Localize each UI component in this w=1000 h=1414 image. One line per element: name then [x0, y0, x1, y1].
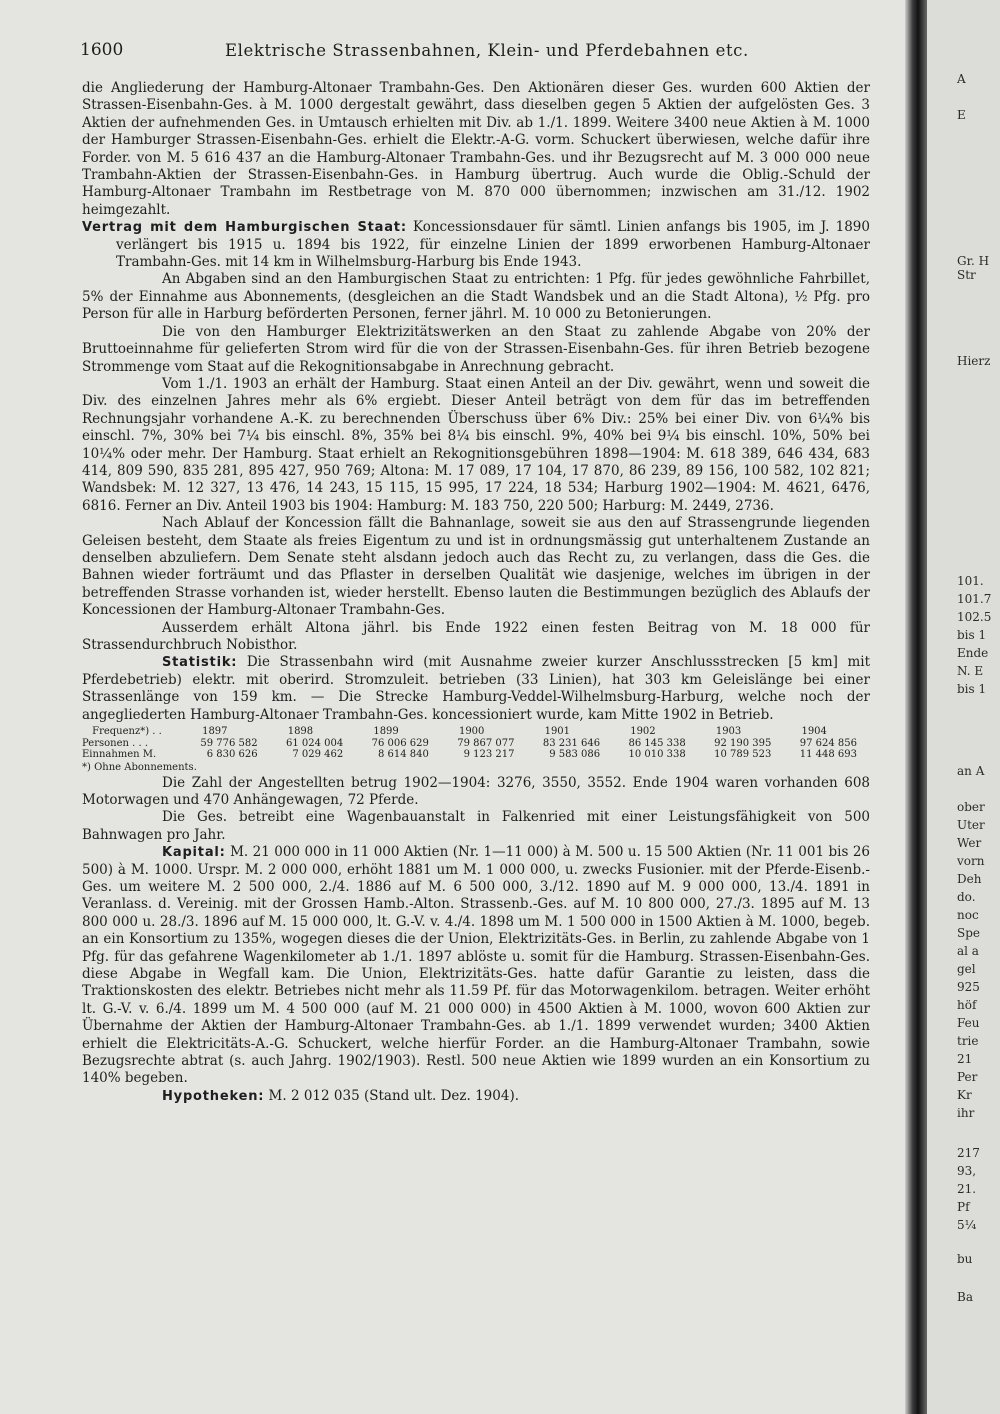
adjacent-fragment: noc — [957, 908, 979, 922]
adjacent-fragment: 21 — [957, 1052, 973, 1066]
running-title: Elektrische Strassenbahnen, Klein- und Pferdebahnen etc. — [225, 41, 749, 60]
paragraph-koncession-ablauf: Nach Ablauf der Koncession fällt die Bahnanlage, soweit sie aus den auf Strassengrunde liegenden Geleisen besteht, dem Staate als freies Eigentum zu und ist in ordnungsmässig gut unterhaltenem Zustande an denselben abzuliefern. Dem Senate steht alsdann jedoch auch das Recht zu, zu verlangen, dass die Ges. die Bahnen wieder forträumt und das Pflaster in derselben Qualität wie dasjenige, welches im übrigen in der betreffenden Strasse vorhanden ist, wieder herstellt. Ebenso lauten die Bestimmungen bezüglich des Ablaufs der Koncessionen der Hamburg-Altonaer Trambahn-Ges. — [82, 515, 870, 619]
paragraph-div-anteil: Vom 1./1. 1903 an erhält der Hamburg. Staat einen Anteil an der Div. gewährt, wenn und soweit die Div. des einzelnen Jahres mehr als 6% ergiebt. Dieser Anteil beträgt von dem für das im betreffenden Rechnungsjahr vorhandene A.-K. zu berechnenden Überschuss über 6% Div.: 25% bei einer Div. von 6¼% bis einschl. 7%, 30% bei 7¼ bis einschl. 8%, 35% bei 8¼ bis einschl. 9%, 40% bei 9¼ bis einschl. 10%, 50% bei 10¼% oder mehr. Der Hamburg. Staat erhielt an Rekognitionsgebühren 1898—1904: M. 618 389, 646 434, 683 414, 809 590, 835 281, 895 427, 950 769; Altona: M. 17 089, 17 104, 17 870, 86 239, 89 156, 100 582, 102 821; Wandsbek: M. 12 327, 13 476, 14 243, 15 115, 15 995, 17 224, 18 534; Harburg 1902—1904: M. 4621, 6476, 6816. Ferner an Div. Anteil 1903 bis 1904: Hamburg: M. 183 750, 220 500; Harburg: M. 2449, 2736. — [82, 375, 870, 514]
adjacent-fragment: ober — [957, 800, 985, 814]
adjacent-fragment: 93, — [957, 1164, 977, 1178]
year-header: 1902 — [630, 726, 656, 738]
adjacent-fragment: al a — [957, 944, 979, 958]
paragraph-elektrizitaetswerke: Die von den Hamburger Elektrizitätswerken an den Staat zu zahlende Abgabe von 20% der Bruttoeinnahme für gelieferten Strom wird für die von der Strassen-Eisenbahn-Ges. für ihren Betrieb bezogene Strommenge vom Staat auf die Rekognitionsabgabe in Anrechnung gebracht. — [82, 323, 870, 375]
adjacent-fragment: trie — [957, 1034, 979, 1048]
vertrag-text: Koncessionsdauer für sämtl. Linien anfangs bis 1905, im J. 1890 verlängert bis 1915 u. 1894 bis 1922, für einzelne Linien der 1899 erworbenen Hamburg-Altonaer Trambahn-Ges. mit 14 km in Wilhelmsburg-Harburg bis Ende 1943. — [116, 219, 870, 271]
paragraph-abgaben: An Abgaben sind an den Hamburgischen Staat zu entrichten: 1 Pfg. für jedes gewöhnliche Fahrbillet, 5% der Einnahme aus Abonnements, (desgleichen an die Stadt Wandsbek und an die Stadt Altona), ½ Pfg. pro Person für alle in Harburg beförderten Personen, ferner jährl. M. 10 000 zu Betonierungen. — [82, 271, 870, 323]
table-cell: 9 123 217 — [463, 749, 515, 761]
adjacent-fragment: an A — [957, 764, 985, 778]
table-cell-label: Einnahmen M. — [82, 749, 157, 761]
table-row-years — [82, 726, 857, 738]
adjacent-fragment: Hierz — [957, 354, 991, 368]
adjacent-page-edge — [927, 0, 1000, 1414]
paragraph-statistik — [82, 654, 870, 724]
adjacent-fragment: Per — [957, 1070, 978, 1084]
table-row-personen — [82, 738, 857, 750]
statistik-heading: Statistik: — [162, 655, 238, 671]
adjacent-fragment: Ende — [957, 646, 989, 660]
adjacent-fragment: 101. — [957, 574, 984, 588]
body-text — [82, 80, 870, 1105]
table-row-einnahmen — [82, 749, 857, 761]
paragraph-kapital — [82, 844, 870, 1088]
year-header: 1900 — [458, 726, 485, 738]
adjacent-fragment: Uter — [957, 818, 985, 832]
adjacent-fragment: do. — [957, 890, 976, 904]
table-cell: 7 029 462 — [292, 749, 344, 761]
adjacent-fragment: Gr. H — [957, 254, 990, 268]
adjacent-fragment: A — [957, 72, 966, 86]
book-gutter — [905, 0, 927, 1414]
adjacent-fragment: 21. — [957, 1182, 977, 1196]
year-header: 1898 — [287, 726, 314, 738]
adjacent-fragment: Spe — [957, 926, 981, 940]
table-footnote: *) Ohne Abonnements. — [82, 761, 197, 773]
table-cell: 76 006 629 — [371, 737, 429, 749]
table-cell: 10 789 523 — [714, 749, 772, 761]
table-cell: 11 448 693 — [799, 749, 857, 761]
vertrag-heading: Vertrag mit dem Hamburgischen Staat: — [82, 220, 407, 236]
adjacent-fragment: 217 — [957, 1146, 980, 1160]
page-header — [80, 40, 870, 60]
table-cell: 10 010 338 — [628, 749, 686, 761]
adjacent-fragment: 925 — [957, 980, 980, 994]
table-cell: 79 867 077 — [457, 737, 515, 749]
paragraph-angliederung: die Angliederung der Hamburg-Altonaer Trambahn-Ges. Den Aktionären dieser Ges. wurden 600 Aktien der Strassen-Eisenbahn-Ges. à M. 1000 dergestalt gewährt, dass dieselben gegen 5 Aktien der aufgelösten Ges. 3 Aktien der aufnehmenden Ges. in Umtausch erhielten mit Div. ab 1./1. 1899. Weitere 3400 neue Aktien à M. 1000 der Hamburger Strassen-Eisenbahn-Ges. erhielt die Elektr.-A-G. vorm. Schuckert überwiesen, welche dafür ihre Forder. von M. 5 616 437 an die Hamburg-Altonaer Trambahn-Ges. und ihr Bezugsrecht auf M. 3 000 000 neue Trambahn-Aktien der Strassen-Eisenbahn-Ges. in Hamburg übertrug. Auch wurde die Oblig.-Schuld der Hamburg-Altonaer Trambahn im Restbetrage von M. 870 000 übernommen; inzwischen am 31./12. 1902 heimgezahlt. — [82, 80, 870, 218]
adjacent-fragment: Ba — [957, 1290, 973, 1304]
year-header: 1903 — [715, 726, 742, 738]
year-header: 1897 — [202, 726, 228, 738]
adjacent-fragment: Str — [957, 268, 976, 282]
table-cell: 92 190 395 — [714, 737, 772, 749]
paragraph-wagenbauanstalt: Die Ges. betreibt eine Wagenbauanstalt in Falkenried mit einer Leistungsfähigkeit von 500 Bahnwagen pro Jahr. — [82, 809, 870, 843]
adjacent-fragment: 102.5 — [957, 610, 992, 624]
table-cell: 97 624 856 — [799, 737, 857, 749]
adjacent-fragment: Deh — [957, 872, 982, 886]
adjacent-fragment: ihr — [957, 1106, 975, 1120]
kapital-heading: Kapital: — [162, 845, 226, 861]
paragraph-angestellte: Die Zahl der Angestellten betrug 1902—1904: 3276, 3550, 3552. Ende 1904 waren vorhanden 608 Motorwagen und 470 Anhängewagen, 72 Pferde. — [82, 774, 870, 808]
adjacent-fragment: Pf — [957, 1200, 970, 1214]
adjacent-fragment: 101.7 — [957, 592, 992, 606]
adjacent-fragment: bis 1 — [957, 682, 987, 696]
statistics-table — [82, 726, 857, 761]
hypotheken-text: M. 2 012 035 (Stand ult. Dez. 1904). — [268, 1087, 520, 1104]
adjacent-fragment: bis 1 — [957, 628, 987, 642]
table-cell: 83 231 646 — [542, 737, 601, 749]
kapital-text: M. 21 000 000 in 11 000 Aktien (Nr. 1—11 000) à M. 500 u. 15 500 Aktien (Nr. 11 001 bis 26 500) à M. 1000. Urspr. M. 2 000 000, erhöht 1881 um M. 1 000 000, u. zwecks Fusionier. mit der Pferde-Eisenb.-Ges. um weitere M. 2 500 000, 2./4. 1886 auf M. 6 500 000, 3./12. 1890 auf M. 9 000 000, 13./4. 1891 in Veranlass. d. Vereinig. mit der Grossen Hamb.-Alton. Strassenb.-Ges. auf M. 10 800 000, 27./3. 1895 auf M. 13 800 000 u. 28./3. 1896 auf M. 15 000 000, lt. G.-V. v. 4./4. 1898 um M. 1 500 000 in 1500 Aktien à M. 1000, begeb. an ein Konsortium zu 135%, wogegen dieses die der Union, Elektrizitäts-Ges. in Berlin, zu zahlende Abgabe von 1 Pfg. für das gefahrene Wagenkilometer ab 1./1. 1897 ablöste u. somit für die Hamburg. Strassen-Eisenbahn-Ges. diese Abgabe in Wegfall kam. Die Union, Elektrizitäts-Ges. hatte dafür Garantie zu leisten, dass die Traktionskosten des elektr. Betriebes nicht mehr als 11.59 Pf. für das Motorwagenkilom. betragen. Weiter erhöht lt. G.-V. v. 6./4. 1899 um M. 4 500 000 (auf M. 21 000 000) in 4500 Aktien à M. 1000, wovon 600 Aktien zur Übernahme der Aktien der Hamburg-Altonaer Trambahn-Ges. ab 1./1. 1899 verwendet wurden; 3400 Aktien erhielt die Elektricitäts-A.-G. Schuckert, welche hierfür Forder. an die Hamburg-Altonaer Trambahn, sowie Bezugsrechte abtrat (s. auch Jahrg. 1902/1903). Restl. 500 neue Aktien wie 1899 wurden an ein Konsortium zu 140% begeben. — [82, 844, 870, 1087]
table-cell: 59 776 582 — [200, 737, 258, 749]
statistik-text: Die Strassenbahn wird (mit Ausnahme zweier kurzer Anschlussstrecken [5 km] mit Pferdebetrieb) elektr. mit oberird. Stromzuleit. betrieben (33 Linien), hat 303 km Geleislänge bei einer Strassenlänge von 159 km. — Die Strecke Hamburg-Veddel-Wilhelmsburg-Harburg, welche noch der angegliederten Hamburg-Altonaer Trambahn-Ges. koncessioniert wurde, kam Mitte 1902 in Betrieb. — [82, 654, 870, 723]
table-cell-label: Personen . . . — [82, 737, 149, 749]
paragraph-vertrag — [82, 219, 870, 271]
adjacent-fragment: 5¼ — [957, 1218, 977, 1232]
table-cell: 9 583 086 — [549, 749, 601, 761]
year-header: 1904 — [801, 726, 827, 738]
adjacent-fragment: N. E — [957, 664, 984, 678]
table-cell: 61 024 004 — [285, 737, 344, 749]
adjacent-fragment: E — [957, 108, 966, 122]
paragraph-altona-beitrag: Ausserdem erhält Altona jährl. bis Ende 1922 einen festen Beitrag von M. 18 000 für Strassendurchbruch Nobisthor. — [82, 619, 870, 653]
year-header: 1901 — [544, 726, 571, 738]
adjacent-fragment: Feu — [957, 1016, 980, 1030]
adjacent-fragment: gel — [957, 962, 976, 976]
paragraph-hypotheken — [82, 1088, 870, 1105]
hypotheken-heading: Hypotheken: — [162, 1088, 265, 1104]
table-cell: 86 145 338 — [628, 737, 686, 749]
adjacent-fragment: höf — [957, 998, 977, 1012]
adjacent-fragment: Wer — [957, 836, 982, 850]
adjacent-fragment: vorn — [957, 854, 985, 868]
page-number: 1600 — [80, 40, 124, 60]
adjacent-fragment: Kr — [957, 1088, 972, 1102]
table-cell-label: Frequenz*) . . — [92, 726, 162, 738]
adjacent-fragment: bu — [957, 1252, 973, 1266]
year-header: 1899 — [373, 726, 399, 738]
table-cell: 8 614 840 — [377, 749, 429, 761]
table-cell: 6 830 626 — [206, 749, 258, 761]
